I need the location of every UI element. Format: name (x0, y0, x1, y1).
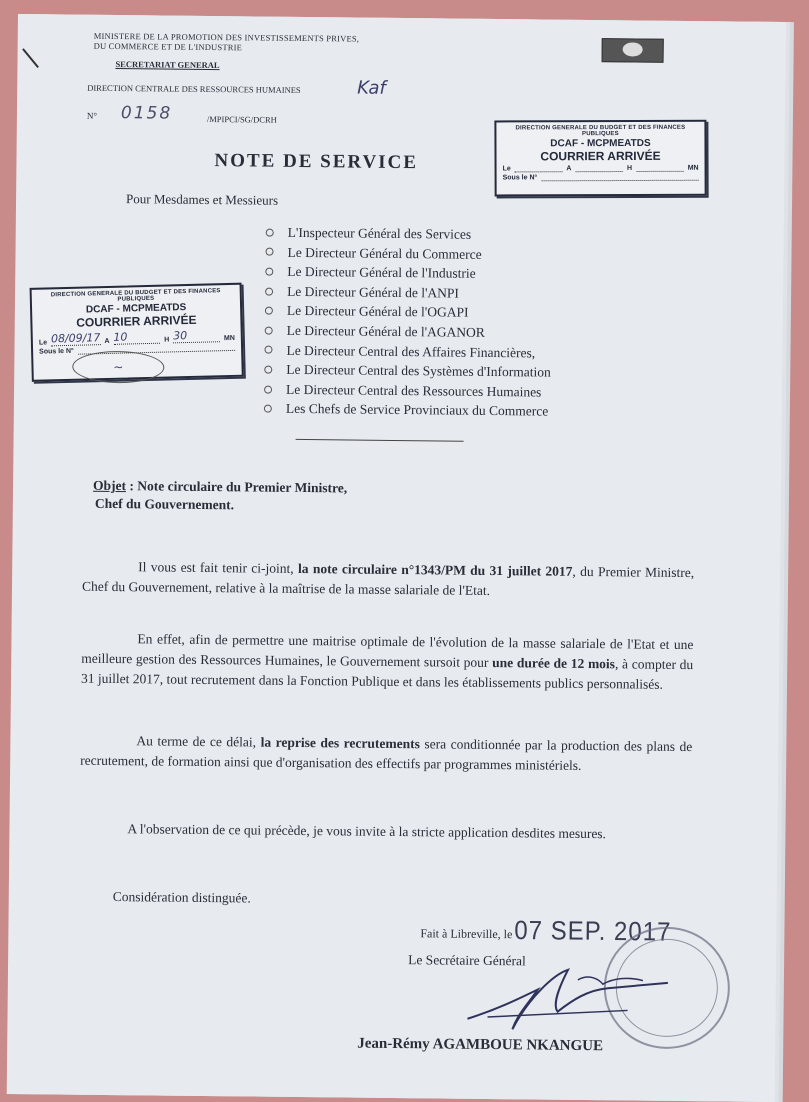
salutation: Pour Mesdames et Messieurs (125, 191, 279, 208)
stamp-line-2: COURRIER ARRIVÉE (540, 148, 661, 164)
stamp-header: DIRECTION GENERALE DU BUDGET ET DES FINANCES PUBLIQUES (50, 288, 221, 303)
bullet-icon (265, 287, 273, 295)
stamp-h-label: H (627, 164, 633, 173)
stamp-line-2: COURRIER ARRIVÉE (76, 312, 197, 330)
stamp-mn-label: MN (223, 334, 235, 343)
handwritten-note: Kaf (357, 77, 386, 99)
signatory-name: Jean-Rémy AGAMBOUE NKANGUE (357, 1035, 604, 1055)
ministry-line-1: MINISTERE DE LA PROMOTION DES INVESTISSEMENTS PRIVES, (93, 30, 360, 44)
p3-text-b: la reprise des recrutements (260, 734, 421, 752)
paragraph-4: A l'observation de ce qui précède, je vous invite à la stricte application desdites mesures. (127, 821, 607, 842)
ministry-line-2: DU COMMERCE ET DE L'INDUSTRIE (93, 40, 243, 53)
stamp-header: DIRECTION GENERALE DU BUDGET ET DES FINANCES PUBLIQUES (515, 124, 686, 138)
recipient-label: Le Directeur Général du Commerce (287, 244, 482, 262)
stamp-le-label: Le (38, 339, 48, 347)
secretariat-heading: SECRETARIAT GENERAL (115, 59, 220, 71)
paragraph-3 (80, 731, 692, 777)
signature-icon (457, 959, 678, 1041)
ref-number: 0158 (120, 103, 173, 124)
recipient-label: L'Inspecteur Général des Services (287, 224, 472, 242)
ministry-heading (94, 31, 360, 54)
recipient-label: Les Chefs de Service Provinciaux du Commerce (285, 401, 549, 419)
pen-mark (22, 48, 39, 68)
signatory-title: Le Secrétaire Général (408, 952, 526, 969)
stamp-a-value (575, 171, 623, 172)
bullet-icon (265, 248, 273, 256)
bullet-icon (264, 346, 272, 354)
stamp-line-1: DCAF - MCPMEATDS (550, 137, 651, 150)
stamp-sous-label: Sous le N° (39, 347, 74, 356)
bullet-icon (265, 268, 273, 276)
list-item (264, 399, 551, 422)
p2-text-c: , à compter du 31 juillet 2017, tout recrutement dans la Fonction Publique et dans les établissements publics personnalisés. (80, 656, 694, 692)
p1-text-b: la note circulaire n°1343/PM du 31 juillet 2017 (297, 560, 573, 579)
p2-text-a: En effet, afin de permettre une maitrise optimale de l'évolution de la masse salariale de l'Etat et une meilleure gestion des Ressources Humaines, le Gouvernement sursoit pour (81, 631, 694, 671)
stamp-h-value (636, 171, 684, 172)
document-page (7, 14, 786, 1102)
divider (296, 439, 464, 442)
bullet-icon (266, 228, 274, 236)
stamp-line-1: DCAF - MCPMEATDS (85, 302, 187, 316)
date-stamp: 07 SEP. 2017 (514, 915, 672, 948)
p1-text-c: , du Premier Ministre, Chef du Gouvernement, relative à la maîtrise de la masse salariale de l'Etat. (81, 563, 695, 598)
stamp-initials-icon: ~ (72, 351, 164, 384)
recipient-label: Le Directeur Central des Systèmes d'Information (286, 361, 551, 380)
stamp-sous-label: Sous le N° (502, 174, 538, 182)
stamp-a-value: 10 (113, 330, 160, 345)
fait-a-label: Fait à Libreville, le (420, 926, 513, 942)
flag-emblem-icon (602, 38, 664, 63)
stamp-date-row (503, 165, 699, 173)
stamp-sous-value (541, 180, 698, 182)
stamp-a-label: A (104, 337, 110, 346)
objet-block (93, 477, 347, 516)
recipient-label: Le Directeur Général de l'Industrie (287, 264, 476, 281)
paragraph-1 (82, 557, 694, 603)
recipient-label: Le Directeur Général de l'ANPI (287, 283, 460, 301)
recipient-label: Le Directeur Central des Affaires Financières, (286, 342, 536, 360)
stamp-mn-label: MN (687, 164, 699, 172)
stamp-le-label: Le (502, 165, 511, 173)
p2-text-b: une durée de 12 mois (492, 655, 616, 672)
ref-suffix: /MPIPCI/SG/DCRH (206, 113, 277, 125)
objet-line-1: : Note circulaire du Premier Ministre, (125, 478, 348, 496)
ref-prefix: N° (86, 110, 98, 121)
bullet-icon (264, 405, 272, 413)
stamp-le-value: 08/09/17 (50, 331, 101, 346)
direction-heading: DIRECTION CENTRALE DES RESSOURCES HUMAINES (87, 82, 301, 95)
stamp-a-label: A (566, 165, 572, 173)
p3-text-a: Au terme de ce délai, (136, 733, 261, 750)
stamp-le-value (515, 171, 563, 172)
p1-text-a: Il vous est fait tenir ci-joint, (138, 559, 299, 576)
bullet-icon (265, 307, 273, 315)
stamp-sous-row (503, 174, 699, 182)
paragraph-2 (81, 629, 694, 695)
stamp-h-value: 30 (173, 328, 220, 343)
stamp-h-label: H (164, 336, 170, 344)
closing-formula: Considération distinguée. (112, 889, 251, 906)
bullet-icon (264, 366, 272, 374)
p3-text-c: sera conditionnée par la production des plans de recrutement, de formation ainsi que d'organisation des effectifs par programmes ministériels. (80, 736, 693, 773)
recipient-label: Le Directeur Général de l'AGANOR (286, 322, 485, 340)
objet-label: Objet (92, 477, 127, 494)
recipient-label: Le Directeur Central des Ressources Humaines (286, 381, 542, 400)
page-title: NOTE DE SERVICE (214, 150, 419, 174)
courrier-arrivee-stamp-top (494, 120, 706, 197)
objet-line-2: Chef du Gouvernement. (94, 495, 235, 513)
bullet-icon (264, 385, 272, 393)
bullet-icon (265, 326, 273, 334)
recipient-list (264, 223, 553, 422)
recipient-label: Le Directeur Général de l'OGAPI (286, 303, 469, 321)
